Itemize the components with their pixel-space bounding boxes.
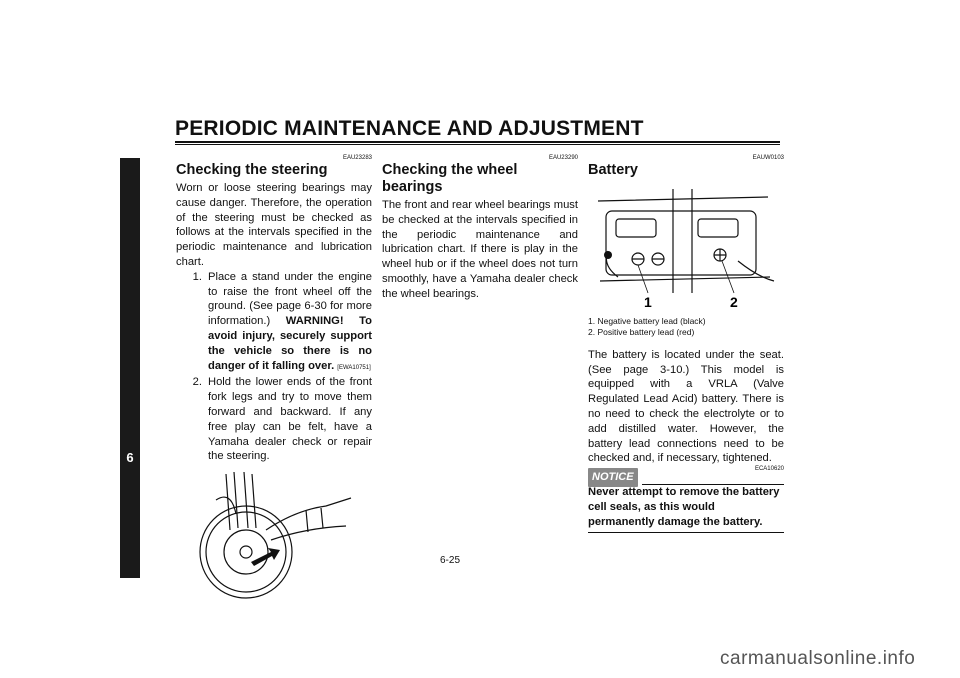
page-header-title: PERIODIC MAINTENANCE AND ADJUSTMENT	[175, 117, 644, 140]
step-item	[176, 270, 372, 376]
section-code: EAUW0103	[752, 155, 784, 161]
warning-code: [EWA10751]	[337, 364, 371, 371]
step-number: 2.	[192, 376, 202, 389]
figure-caption: 2. Positive battery lead (red)	[588, 326, 695, 337]
battery-body: The battery is located under the seat. (See page 3-10.) This model is equipped with a VRLA (Valve Regulated Lead Acid) battery. There is no need to check the electrolyte or to add distilled water. However, the battery lead connections need to be checked and, if necessary, tightened.	[588, 348, 784, 465]
front-wheel-illustration	[176, 470, 372, 605]
chapter-number: 6	[126, 450, 134, 465]
section-title: Checking the steering	[176, 162, 328, 178]
header-rule	[175, 141, 780, 145]
figure-caption: 1. Negative battery lead (black)	[588, 315, 706, 326]
steering-intro: Worn or loose steering bearings may cause danger. Therefore, the operation of the steering must be checked as follows at the intervals specified in the periodic maintenance and lubrication chart.	[176, 182, 372, 268]
warning-text: WARNING! To avoid injury, securely support the vehicle so there is no danger of it falling over.	[208, 315, 372, 372]
step-item	[176, 375, 372, 464]
page-number: 6-25	[440, 555, 461, 566]
footer-watermark: carmanualsonline.info	[720, 648, 916, 669]
wheel-bearings-section	[382, 150, 578, 302]
step-number: 1.	[192, 270, 202, 283]
section-title: Battery	[588, 162, 638, 178]
battery-section	[588, 150, 784, 533]
step-instruction: Place a stand under the engine to raise the front wheel off the ground. (See page 6-30 for more information.)	[208, 270, 372, 328]
notice-text: Never attempt to remove the battery cell seals, as this would permanently damage the battery.	[588, 485, 784, 533]
battery-illustration	[588, 181, 784, 316]
chapter-tab	[120, 158, 140, 578]
section-code: EAU23283	[342, 155, 372, 161]
notice-code: ECA10620	[754, 465, 784, 472]
wheel-bearings-body: The front and rear wheel bearings must be checked at the intervals specified in the periodic maintenance and lubrication chart. If there is play in the wheel hub or if the wheel does not turn smoothly, have a Yamaha dealer check the wheel bearings.	[382, 199, 578, 300]
section-code: EAU23290	[548, 155, 578, 161]
callout-label-1: 1	[644, 294, 652, 310]
step-text	[208, 270, 372, 376]
section-title: Checking the wheel bearings	[382, 162, 518, 195]
callout-label-2: 2	[730, 294, 738, 310]
step-instruction: Hold the lower ends of the front fork legs and try to move them forward and backward. If any free play can be felt, have a Yamaha dealer check or repair the steering.	[208, 376, 372, 463]
notice-badge: NOTICE	[588, 468, 638, 487]
steering-section	[176, 150, 372, 605]
